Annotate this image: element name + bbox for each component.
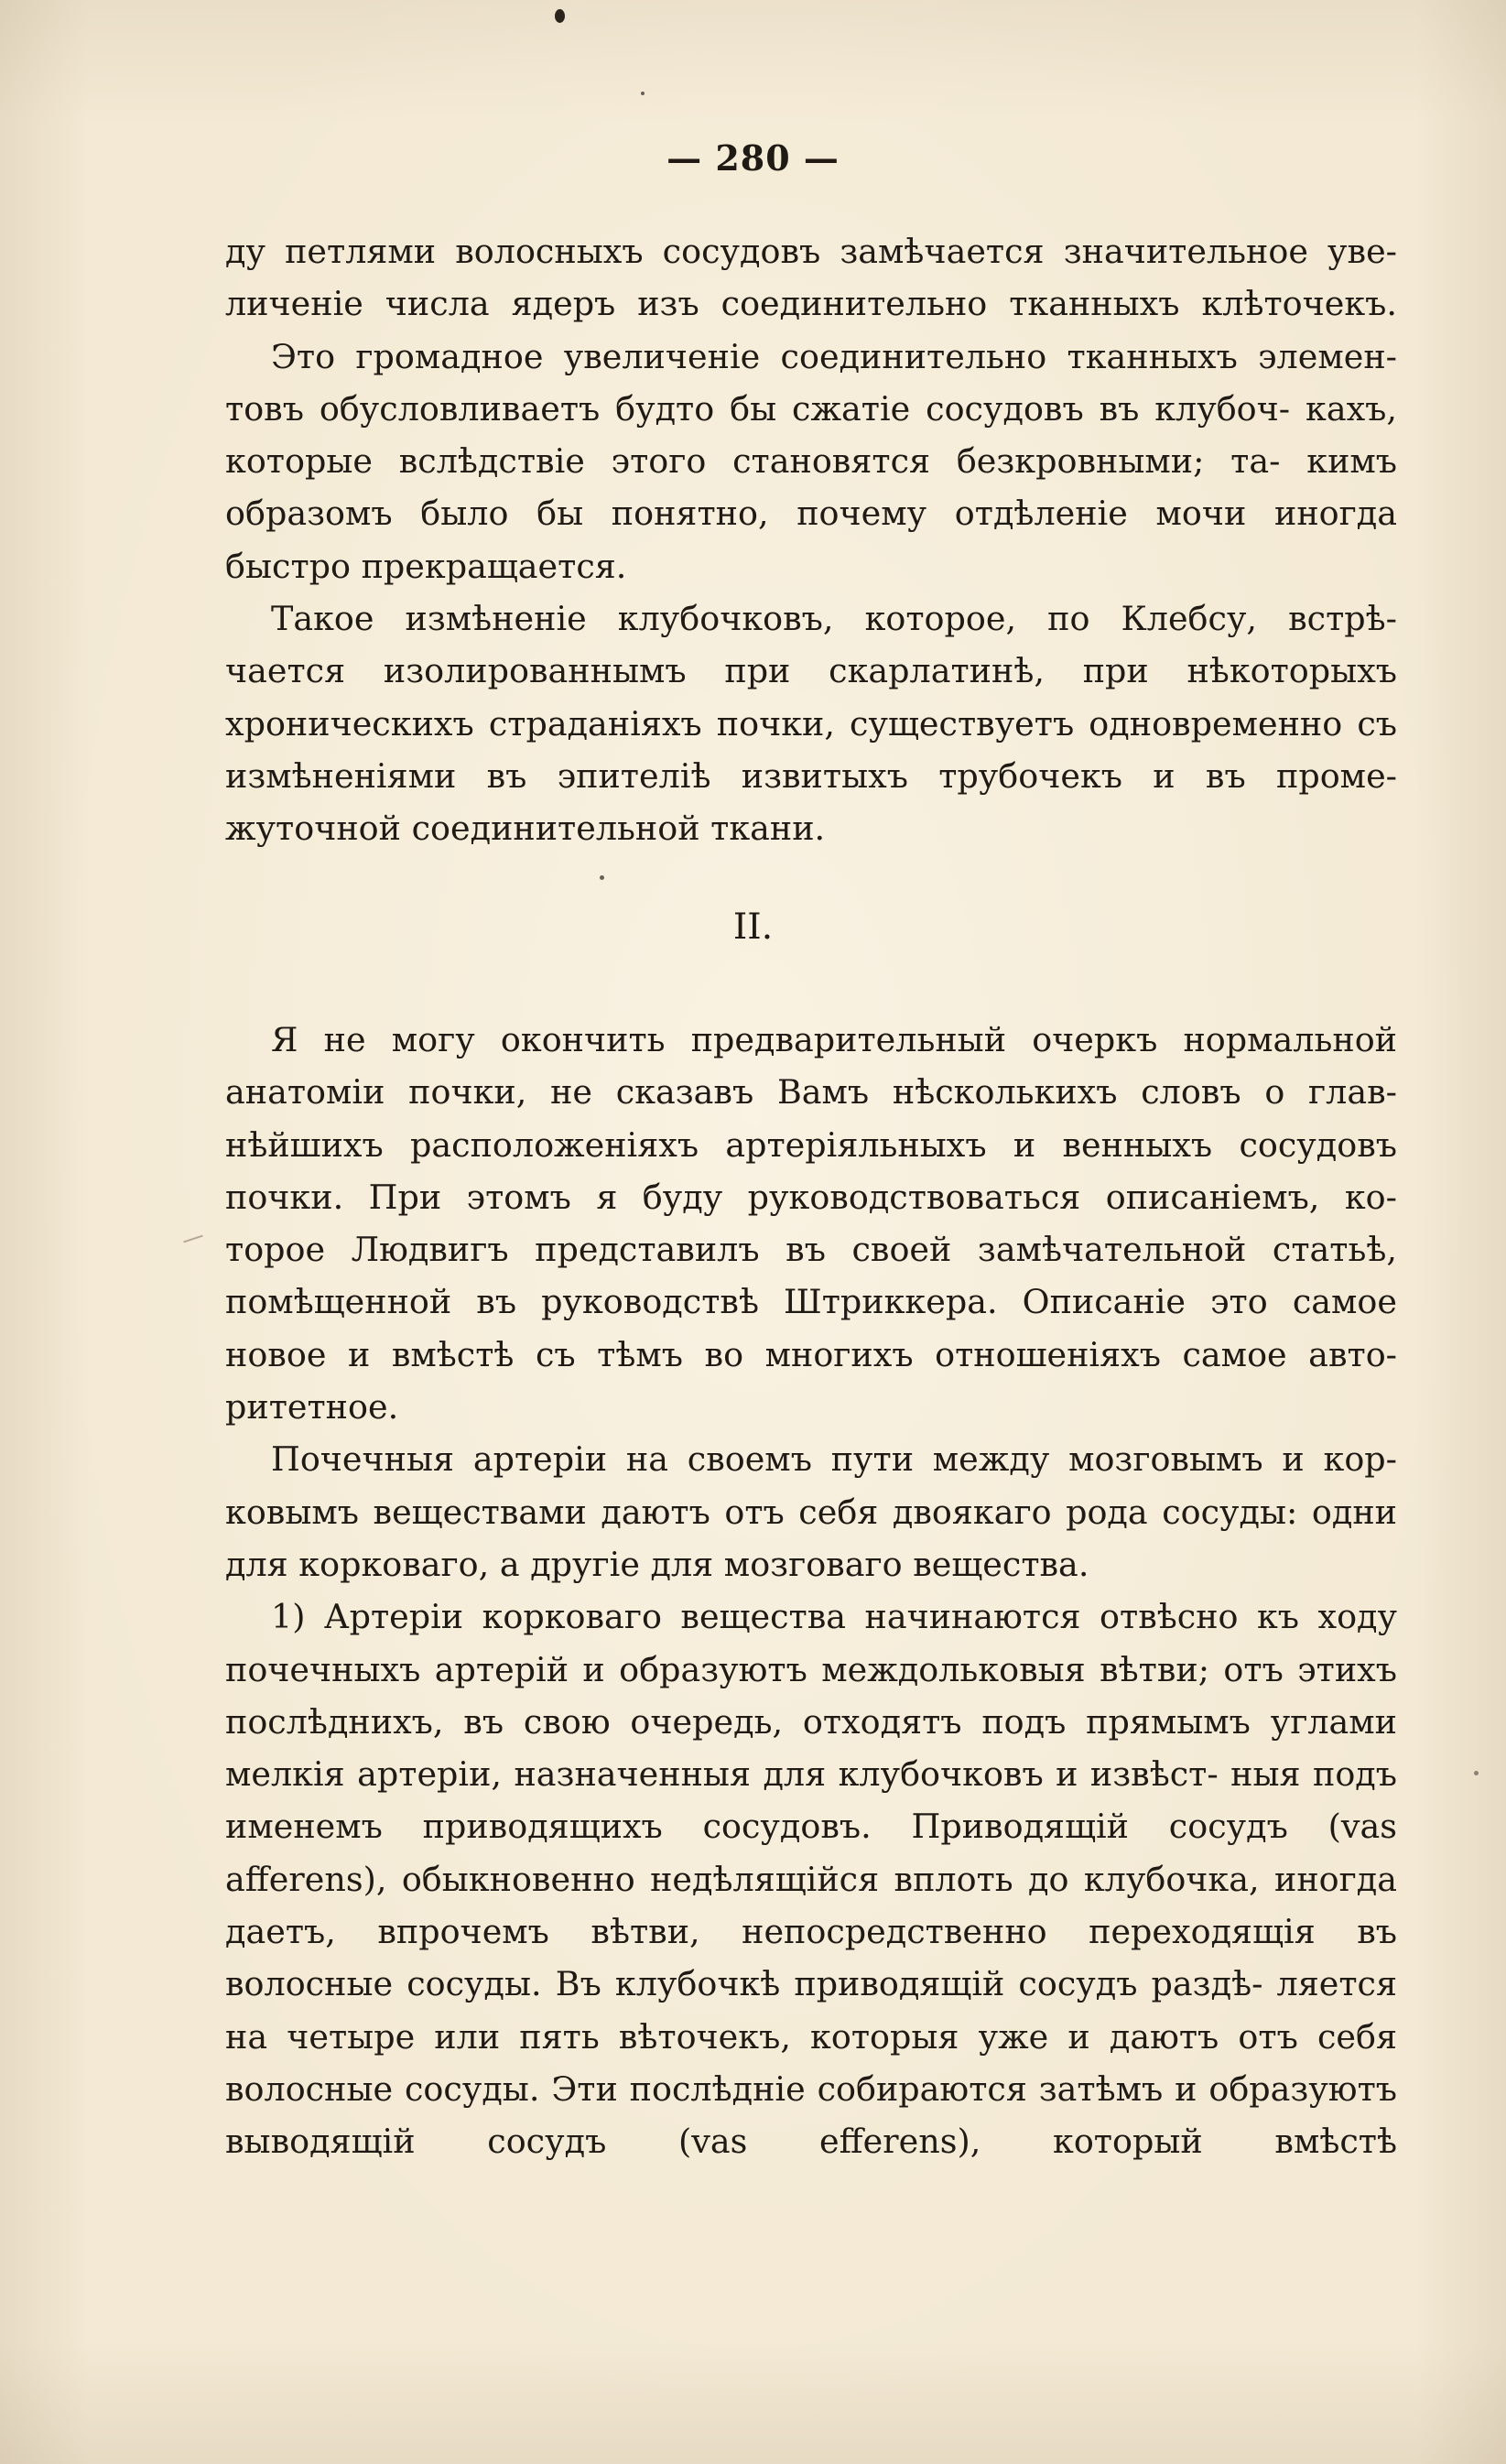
text-line: (vas afferens), обыкновенно недѣлящiйся вплоть до клубочка, (225, 1807, 1397, 1899)
text-line: ковымъ веществами даютъ отъ себя двоякаго рода сосуды: (225, 1492, 1298, 1532)
section-heading: II. (732, 906, 774, 948)
text-line: Я не могу окончить предварительный очеркъ нормальной (271, 1020, 1397, 1059)
text-line: Почечныя артерiи на своемъ пути между мозговымъ и кор- (271, 1439, 1397, 1480)
text-line: и образуютъ выводящiй сосудъ (vas efferens), который вмѣстѣ (225, 2068, 1397, 2162)
text-line: въ волосные сосуды. Въ клубочкѣ приводящiй сосудъ раздѣ- (225, 1912, 1397, 2004)
text-line: иногда даетъ, впрочемъ вѣтви, непосредственно переходящiя (225, 1859, 1398, 1952)
page-number: — 280 — (666, 137, 840, 179)
text-line: Такое измѣненiе клубочковъ, которое, по Клебсу, встрѣ- (271, 599, 1397, 639)
text-line: Это громадное увеличенiе соединительно тканныхъ элемен- (271, 336, 1397, 376)
text-line: ритетное. (225, 1387, 399, 1427)
text-line: быстро прекращается. (225, 546, 627, 586)
paragraph-cortical-arteries (225, 1590, 1397, 2167)
ink-speck (1474, 1771, 1479, 1775)
text-line: кимъ образомъ было бы понятно, почему отдѣленiе мочи иногда (225, 441, 1398, 534)
paragraph-klebs (225, 592, 1397, 854)
text-line: новое и вмѣстѣ съ тѣмъ во многихъ отношенiяхъ самое авто- (225, 1334, 1397, 1374)
text-block-lower (225, 1014, 1397, 2168)
ink-speck (555, 9, 565, 23)
text-line: этихъ послѣднихъ, въ свою очередь, отходятъ подъ прямымъ (225, 1649, 1397, 1742)
text-line: 1) Артерiи корковаго вещества начинаются отвѣсно къ ходу (271, 1597, 1397, 1637)
text-line: кахъ, которые вслѣдствiе этого становятся безкровными; та- (225, 388, 1397, 482)
text-line: углами мелкiя артерiи, назначенныя для клубочковъ и извѣст- (225, 1701, 1397, 1795)
text-block-upper (225, 225, 1397, 855)
text-line: ду петлями волосныхъ сосудовъ замѣчается значительное уве- (225, 232, 1397, 271)
text-line: анатомiи почки, не сказавъ Вамъ нѣсколькихъ словъ о глав- (225, 1072, 1397, 1113)
text-line: отъ себя волосные сосуды. Эти послѣднiе собираются затѣмъ (225, 2016, 1397, 2109)
paragraph-glomeruli-continued (225, 225, 1397, 331)
paragraph-ludwig (225, 1014, 1397, 1433)
text-line: съ измѣненiями въ эпителiѣ извитыхъ трубочекъ и въ проме- (225, 703, 1397, 796)
text-line: жуточной соединительной ткани. (225, 809, 826, 849)
text-line: чается изолированнымъ при скарлатинѣ, при нѣкоторыхъ (225, 651, 1397, 691)
text-line: товъ обусловливаетъ будто бы сжатiе сосудовъ въ клубоч- (225, 388, 1291, 429)
paragraph-compression (225, 331, 1397, 592)
ink-speck (641, 92, 645, 95)
text-line: хроническихъ страданiяхъ почки, существуетъ одновременно (225, 703, 1343, 744)
paragraph-renal-arteries (225, 1433, 1397, 1590)
text-line: нѣйшихъ расположенiяхъ артерiяльныхъ и венныхъ сосудовъ (225, 1124, 1397, 1165)
text-line: почки. При этомъ я буду руководствоваться описанiемъ, ко- (225, 1177, 1397, 1217)
text-line: ляется на четыре или пять вѣточекъ, которыя уже и даютъ (225, 1964, 1397, 2057)
text-line: почечныхъ артерiй и образуютъ междольковыя вѣтви; отъ (225, 1649, 1284, 1689)
text-line: помѣщенной въ руководствѣ Штриккера. Описанiе это самое (225, 1282, 1397, 1322)
text-line: ныя подъ именемъ приводящихъ сосудовъ. Приводящiй сосудъ (225, 1754, 1397, 1847)
ink-speck (600, 875, 604, 880)
text-line: одни для корковаго, а другiе для мозговаго вещества. (225, 1492, 1397, 1584)
margin-mark (183, 1235, 203, 1243)
text-line: личенiе числа ядеръ изъ соединительно тканныхъ клѣточекъ. (225, 284, 1397, 324)
text-line: торое Людвигъ представилъ въ своей замѣчательной статьѣ, (225, 1230, 1397, 1270)
